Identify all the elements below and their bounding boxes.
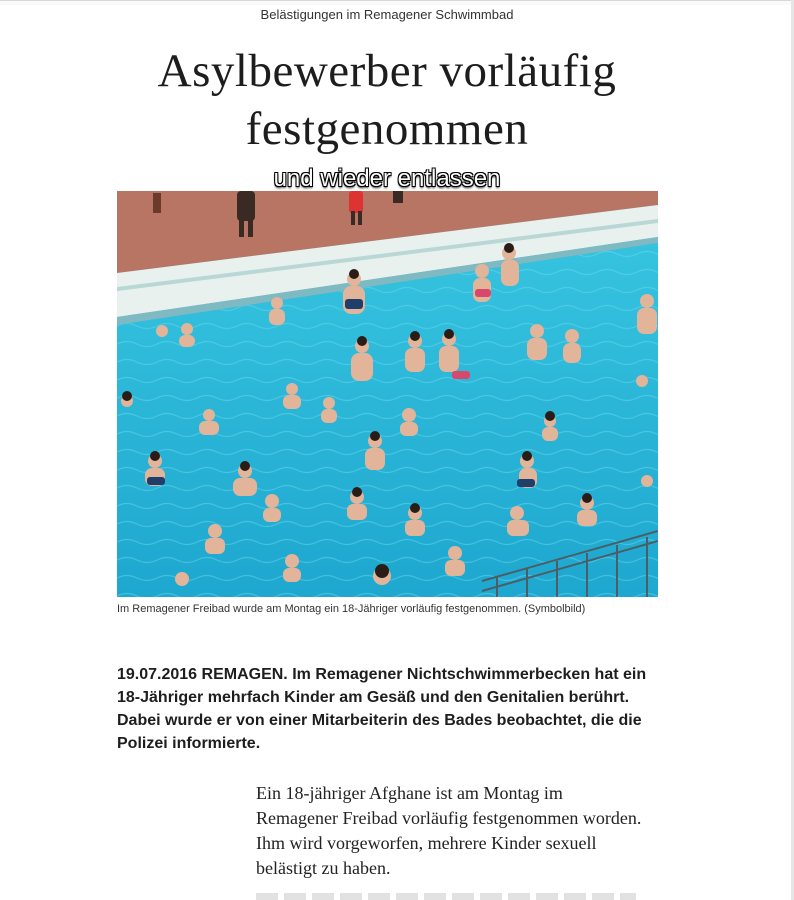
article-headline: Asylbewerber vorläufig festgenommen (157, 45, 617, 155)
article-body-paragraph: Ein 18-jähriger Afghane ist am Montag im Remagener Freibad vorläufig festgenommen worden. Ihm wird vorgeworfen, mehrere Kinder sexuell belästigt zu haben. (256, 783, 642, 878)
next-paragraph-cutoff (256, 893, 636, 900)
article-kicker: Belästigungen im Remagener Schwimmbad (260, 7, 514, 22)
pool-photo-illustration (117, 191, 658, 597)
lead-text: Im Remagener Nichtschwimmerbecken hat ein 18-Jähriger mehrfach Kinder am Gesäß und den Genitalien berührt. Dabei wurde er von einer Mitarbeiterin des Bades beobachtet, die die Polizei informierte. (117, 666, 647, 752)
article-lead (117, 663, 657, 755)
top-border (0, 0, 794, 5)
lead-date-location: 19.07.2016 REMAGEN. (117, 666, 288, 683)
photo-caption: Im Remagener Freibad wurde am Montag ein 18-Jähriger vorläufig festgenommen. (Symbolbild) (117, 603, 586, 615)
article-photo (117, 191, 658, 597)
overlay-subline: und wieder entlassen (273, 165, 501, 192)
